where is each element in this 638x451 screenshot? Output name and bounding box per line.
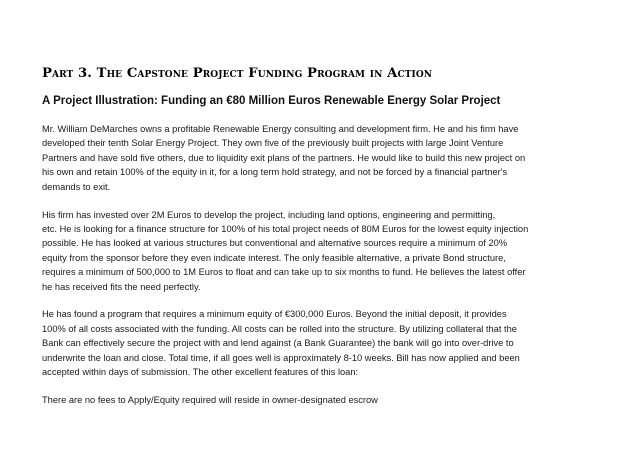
paragraph-line: Partners and have sold five others, due to liquidity exit plans of the partners. He would like to build this new project on <box>42 152 526 163</box>
paragraph-line: 100% of all costs associated with the funding. All costs can be rolled into the structure. By utilizing collateral that the <box>42 323 517 334</box>
paragraph-line: He has found a program that requires a minimum equity of €300,000 Euros. Beyond the initial deposit, it provides <box>42 309 507 320</box>
paragraph-line: demands to exit. <box>42 181 111 192</box>
paragraph-line: Mr. William DeMarches owns a profitable Renewable Energy consulting and development firm. He and his firm have <box>42 124 519 134</box>
document-page <box>42 66 612 421</box>
paragraph-company-background <box>42 122 612 194</box>
paragraph-line: There are no fees to Apply/Equity required will reside in owner-designated escrow <box>42 395 378 405</box>
paragraph-line: he has received fits the need perfectly. <box>42 281 201 292</box>
paragraph-line: developed their tenth Solar Energy Project. They own five of the previously built projects with large Joint Venture <box>42 138 504 149</box>
paragraph-line: Bank can effectively secure the project with and lend against (a Bank Guarantee) the bank will go into over-drive to <box>42 338 514 349</box>
paragraph-line: his own and retain 100% of the equity in it, for a long term hold strategy, and not be forced by a financial partner's <box>42 167 508 178</box>
paragraph-line: accepted within days of submission. The other excellent features of this loan: <box>42 367 359 378</box>
paragraph-line: His firm has invested over 2M Euros to develop the project, including land options, engineering and permitting, <box>42 209 496 220</box>
paragraph-line: etc. He is looking for a finance structure for 100% of his total project needs of 80M Euros for the lowest equity injection <box>42 223 529 234</box>
paragraph-program-found <box>42 307 612 379</box>
part-title: Part 3. The Capstone Project Funding Program in Action <box>42 66 433 81</box>
paragraph-line: requires a minimum of 500,000 to 1M Euros to float and can take up to six months to fund. He believes the latest offer <box>42 267 526 278</box>
paragraph-line: underwrite the loan and close. Total time, if all goes well is approximately 8-10 weeks. Bill has now applied and been <box>42 352 520 363</box>
paragraph-no-fees <box>42 393 612 407</box>
paragraph-line: equity from the sponsor before they even indicate interest. The only feasible alternative, a private Bond structure, <box>42 252 506 263</box>
paragraph-finance-needs <box>42 208 612 294</box>
paragraph-line: possible. He has looked at various structures but conventional and alternative sources require a minimum of 20% <box>42 238 508 249</box>
project-illustration-subtitle: A Project Illustration: Funding an €80 Million Euros Renewable Energy Solar Project <box>42 95 501 107</box>
